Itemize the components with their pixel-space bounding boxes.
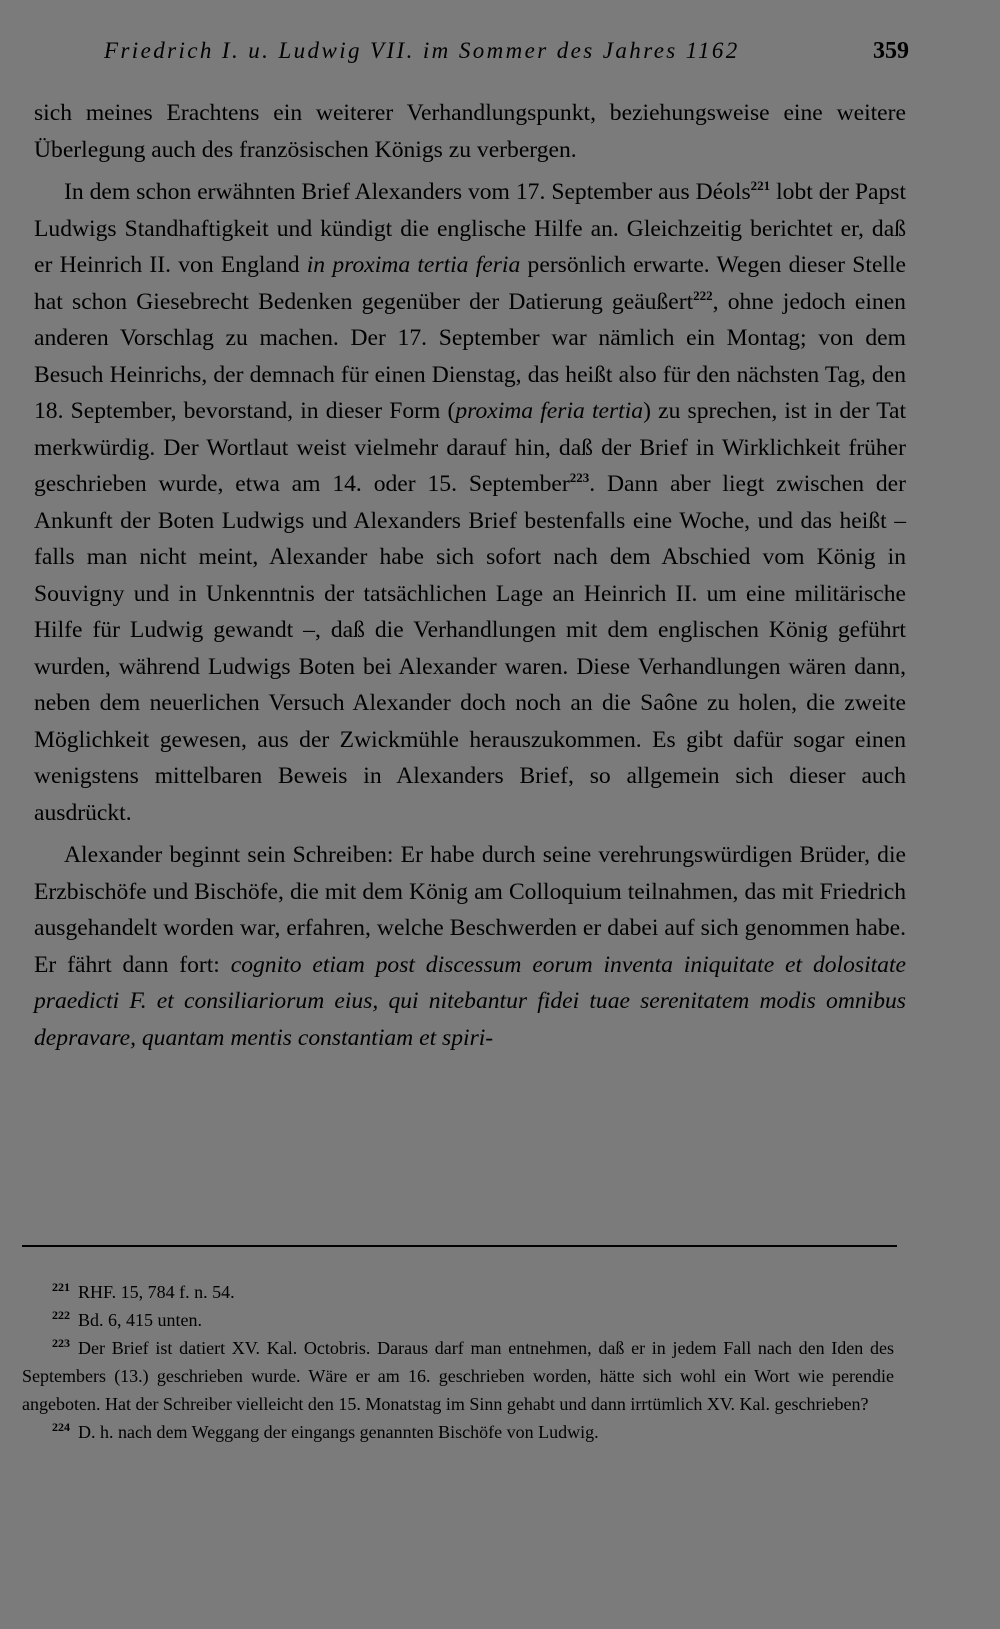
footnote-reference: 223 — [569, 470, 590, 486]
text-run: In dem schon erwähnten Brief Alexanders vom 17. September aus Déols — [64, 179, 751, 205]
footnote — [22, 1334, 894, 1418]
footnote-text: RHF. 15, 784 f. n. 54. — [78, 1282, 235, 1302]
footnote-reference: 222 — [693, 287, 713, 303]
text-run: , ohne jedoch einen anderen Vorschlag zu machen. Der 17. September war nämlich ein Montag; von dem Besuch Heinrichs, der demnach für einen Dienstag, das heißt also für den nächsten Tag, den 18. September, bevorstand, in dieser Form ( — [34, 288, 906, 424]
text-run: . Dann aber liegt zwischen der Ankunft der Boten Ludwigs und Alexanders Brief bestenfalls eine Woche, und das heißt – falls man nicht meint, Alexander habe sich sofort nach dem Abschied vom König in Souvigny und in Unkenntnis der tatsächlichen Lage an Heinrich II. um eine militärische Hilfe für Ludwig gewandt –, daß die Verhandlungen mit dem englischen König geführt wurden, während Ludwigs Boten bei Alexander waren. Diese Verhandlungen wären dann, neben dem neuerlichen Versuch Alexander doch noch an die Saône zu holen, die zweite Möglichkeit gewesen, aus der Zwickmühle herauszukommen. Es gibt dafür sogar einen wenigstens mittelbaren Beweis in Alexanders Brief, so allgemein sich dieser auch ausdrückt. — [34, 471, 906, 826]
footnote — [22, 1418, 894, 1446]
text-run: Alexander beginnt sein Schreiben: Er habe durch seine verehrungswürdigen Brüder, die Erzbischöfe und Bischöfe, die mit dem König am Colloquium teilnahmen, das mit Friedrich ausgehandelt worden war, erfahren, welche Beschwerden er dabei auf sich genommen habe. Er fährt dann fort: — [34, 842, 906, 978]
footnote-reference: 221 — [750, 178, 771, 194]
text-run: ) zu sprechen, ist in der Tat merkwürdig. Der Wortlaut weist vielmehr darauf hin, daß der Brief in Wirklichkeit früher geschrieben wurde, etwa am 14. oder 15. September — [34, 398, 906, 497]
paragraph — [34, 837, 906, 1056]
footnote-number: 224 — [52, 1420, 70, 1434]
latin-quotation: proxima feria tertia — [455, 398, 644, 424]
text-run: persönlich erwarte. Wegen dieser Stelle hat schon Giesebrecht Bedenken gegenüber der Datierung geäußert — [34, 252, 906, 315]
body-text — [34, 95, 906, 1056]
footnotes — [22, 1278, 894, 1446]
latin-quotation: in proxima tertia feria — [306, 252, 521, 278]
text-run: sich meines Erachtens ein weiterer Verhandlungspunkt, beziehungsweise eine weitere Überlegung auch des französischen Königs zu verbergen. — [34, 100, 906, 163]
footnote-divider — [22, 1245, 897, 1247]
latin-quotation: cognito etiam post discessum eorum inventa iniquitate et dolositate praedicti F. et consiliariorum eius, qui nitebantur fidei tuae serenitatem modis omnibus depravare, quantam mentis constantiam et spiri- — [34, 951, 907, 1051]
page-number: 359 — [873, 38, 909, 64]
text-run: lobt der Papst Ludwigs Standhaftigkeit und kündigt die englische Hilfe an. Gleichzeitig berichtet er, daß er Heinrich II. von England — [34, 179, 907, 278]
running-title: Friedrich I. u. Ludwig VII. im Sommer des Jahres 1162 — [104, 38, 740, 63]
footnote-text: Der Brief ist datiert XV. Kal. Octobris. Daraus darf man entnehmen, daß er in jedem Fall nach den Iden des Septembers (13.) geschrieben wurde. Wäre er am 16. geschrieben worden, hätte sich wohl ein Wort wie perendie angeboten. Hat der Schreiber vielleicht den 15. Monatstag im Sinn gehabt und dann irrtümlich XV. Kal. geschrieben? — [22, 1338, 894, 1414]
page-header — [0, 38, 963, 68]
footnote-number: 223 — [52, 1336, 70, 1350]
paragraph — [34, 95, 906, 168]
footnote — [22, 1278, 894, 1306]
paragraph — [34, 174, 906, 831]
footnote-text: D. h. nach dem Weggang der eingangs genannten Bischöfe von Ludwig. — [78, 1422, 599, 1442]
footnote-number: 221 — [52, 1280, 70, 1294]
footnote — [22, 1306, 894, 1334]
footnote-number: 222 — [52, 1308, 70, 1322]
footnote-text: Bd. 6, 415 unten. — [78, 1310, 202, 1330]
